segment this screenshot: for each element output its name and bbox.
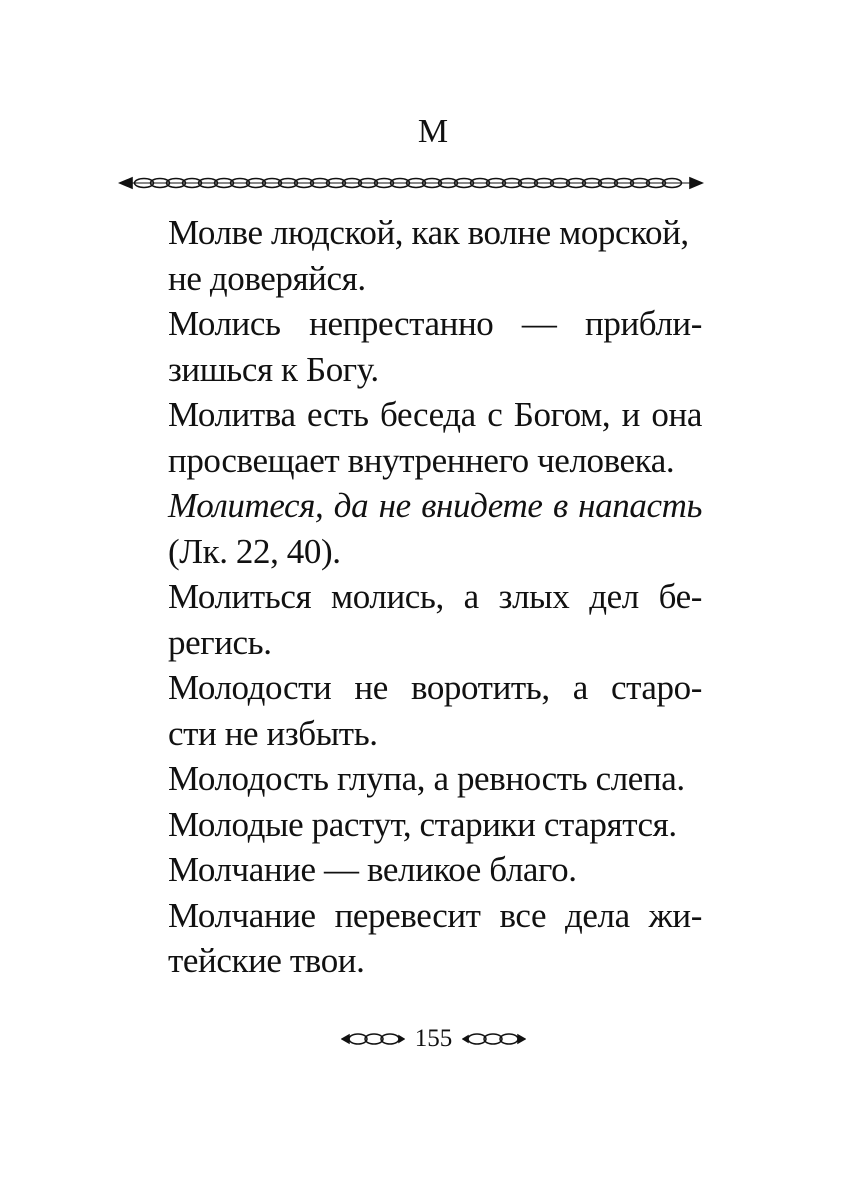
proverb-line: тейские твои. <box>168 941 365 980</box>
proverb-line: Молиться молись, а злых дел бе- <box>168 577 702 616</box>
proverb-line: зишься к Богу. <box>168 349 379 389</box>
proverb-entry-3 <box>119 392 702 483</box>
proverb-line: не доверяйся. <box>168 258 366 298</box>
ornament-right-icon <box>462 1031 526 1047</box>
proverbs-text <box>119 210 702 984</box>
proverb-quote-italic: Молитеся, да не внидете в напасть <box>168 486 702 525</box>
proverb-line: Молись непрестанно — прибли- <box>168 304 702 343</box>
proverb-line: сти не избыть. <box>168 713 378 753</box>
proverb-entry-1 <box>119 210 702 301</box>
proverb-entry-6 <box>119 665 702 756</box>
chain-ornament-icon <box>118 174 704 192</box>
proverb-line: Молитва есть беседа с Богом, и она <box>168 395 702 434</box>
proverb-entry-9 <box>119 847 702 893</box>
proverb-line: Молчание — великое благо. <box>168 850 577 889</box>
proverb-entry-7 <box>119 756 702 802</box>
proverb-line: Молодые растут, старики старятся. <box>168 804 677 844</box>
proverb-line: Молодости не воротить, а старо- <box>168 668 702 707</box>
page-footer <box>0 1022 867 1056</box>
section-letter: М <box>417 113 450 150</box>
proverb-entry-2 <box>119 301 702 392</box>
proverb-line: просвещает внутреннего человека. <box>168 440 675 480</box>
proverb-entry-4 <box>119 483 702 574</box>
proverb-entry-8 <box>119 802 702 848</box>
page-number: 155 <box>414 1025 453 1052</box>
proverb-entry-10 <box>119 893 702 984</box>
proverb-entry-5 <box>119 574 702 665</box>
ornament-left-icon <box>341 1031 405 1047</box>
proverb-line: Молодость глупа, а ревность слепа. <box>168 759 685 798</box>
proverb-line: Молчание перевесит все дела жи- <box>168 895 702 935</box>
proverb-line: Молве людской, как волне морской, <box>168 213 689 252</box>
proverb-line: регись. <box>168 622 272 662</box>
proverb-reference: (Лк. 22, 40). <box>168 531 341 571</box>
